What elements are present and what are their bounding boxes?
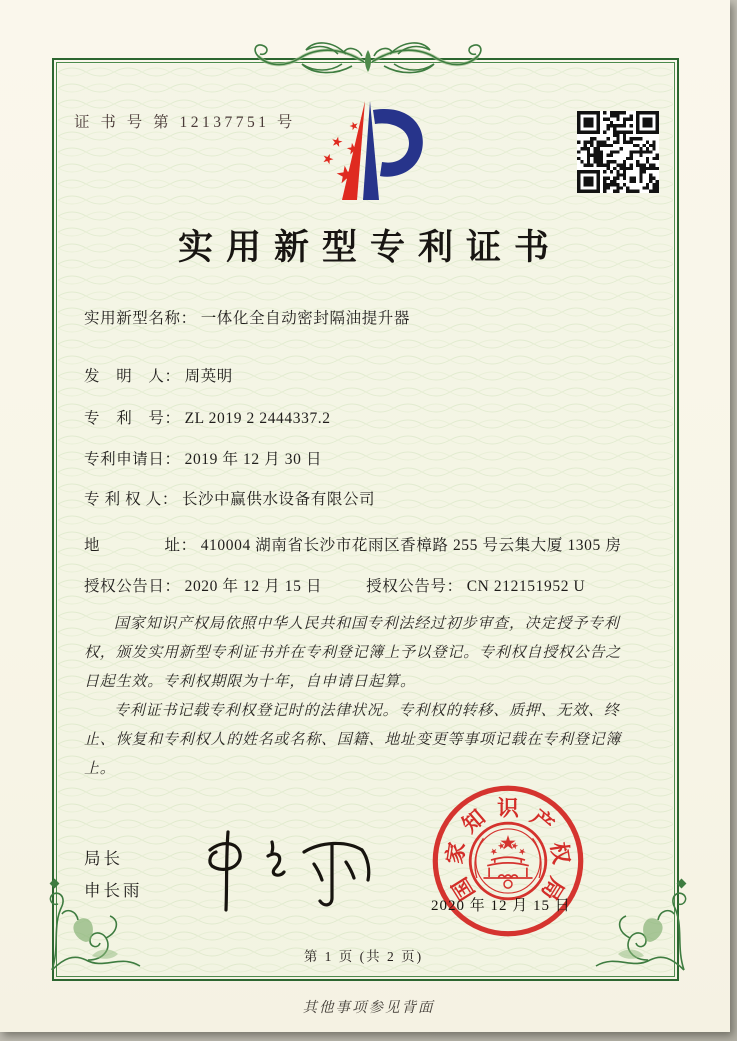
field-value: 周英明 xyxy=(184,368,233,385)
field-row-patent-number xyxy=(84,406,644,428)
svg-text:局: 局 xyxy=(536,873,569,905)
field-label: 专利申请日： xyxy=(84,451,181,468)
commissioner-signature xyxy=(196,822,391,917)
signer-block xyxy=(84,843,143,907)
field-label: 发 明 人： xyxy=(84,368,181,385)
field-row-inventor xyxy=(84,364,644,386)
certificate-title: 实用新型专利证书 xyxy=(177,228,562,267)
center-leaf xyxy=(365,50,371,72)
field-value: ZL 2019 2 2444337.2 xyxy=(184,410,331,427)
field-value: 长沙中赢供水设备有限公司 xyxy=(181,491,376,508)
legal-text xyxy=(84,610,636,784)
field-row-grant xyxy=(84,574,644,596)
back-side-note: 其他事项参见背面 xyxy=(302,1000,435,1016)
logo-p-bowl xyxy=(373,109,423,177)
field-label: 实用新型名称： xyxy=(84,310,197,327)
page-number: 第 1 页 (共 2 页) xyxy=(303,949,424,964)
top-flourish-ornament xyxy=(248,32,488,88)
svg-text:权: 权 xyxy=(546,840,574,866)
field-row-name xyxy=(84,306,644,328)
field-value: 2019 年 12 月 30 日 xyxy=(184,451,323,468)
field-value: 一体化全自动密封隔油提升器 xyxy=(200,310,411,327)
field-value: CN 212151952 U xyxy=(466,578,586,595)
field-label: 专 利 号： xyxy=(84,410,181,427)
field-value: 410004 湖南省长沙市花雨区香樟路 255 号云集大厦 1305 房 xyxy=(200,537,622,554)
signer-name: 申长雨 xyxy=(84,882,143,900)
svg-text:知: 知 xyxy=(457,805,490,838)
certificate-number: 证 书 号 第 12137751 号 xyxy=(74,114,296,131)
field-row-patentee xyxy=(84,487,644,509)
national-emblem xyxy=(470,823,546,899)
legal-paragraph: 国家知识产权局依照中华人民共和国专利法经过初步审查，决定授予专利权，颁发实用新型专利证书并在专利登记簿上予以登记。专利权自授权公告之日起生效。专利权期限为十年，自申请日起算。 xyxy=(84,616,622,690)
field-row-filing-date xyxy=(84,447,644,469)
qr-code xyxy=(577,111,659,193)
svg-text:识: 识 xyxy=(497,796,519,821)
legal-paragraph: 专利证书记载专利权登记时的法律状况。专利权的转移、质押、无效、终止、恢复和专利权人的姓名或名称、国籍、地址变更等事项记载在专利登记簿上。 xyxy=(84,703,622,777)
field-label: 授权公告日： xyxy=(84,578,181,595)
field-value: 2020 年 12 月 15 日 xyxy=(184,578,323,595)
field-label: 授权公告号： xyxy=(366,578,463,595)
seal-date: 2020 年 12 月 15 日 xyxy=(431,898,571,914)
field-label: 专 利 权 人： xyxy=(84,491,178,508)
signer-title: 局长 xyxy=(84,850,123,868)
svg-text:家: 家 xyxy=(442,840,470,866)
field-label: 地 址： xyxy=(84,537,197,554)
cnipa-logo-icon xyxy=(297,96,443,208)
field-row-address xyxy=(84,533,644,555)
cnipa-seal xyxy=(423,776,593,946)
svg-text:产: 产 xyxy=(526,805,559,838)
svg-text:国: 国 xyxy=(447,873,480,905)
